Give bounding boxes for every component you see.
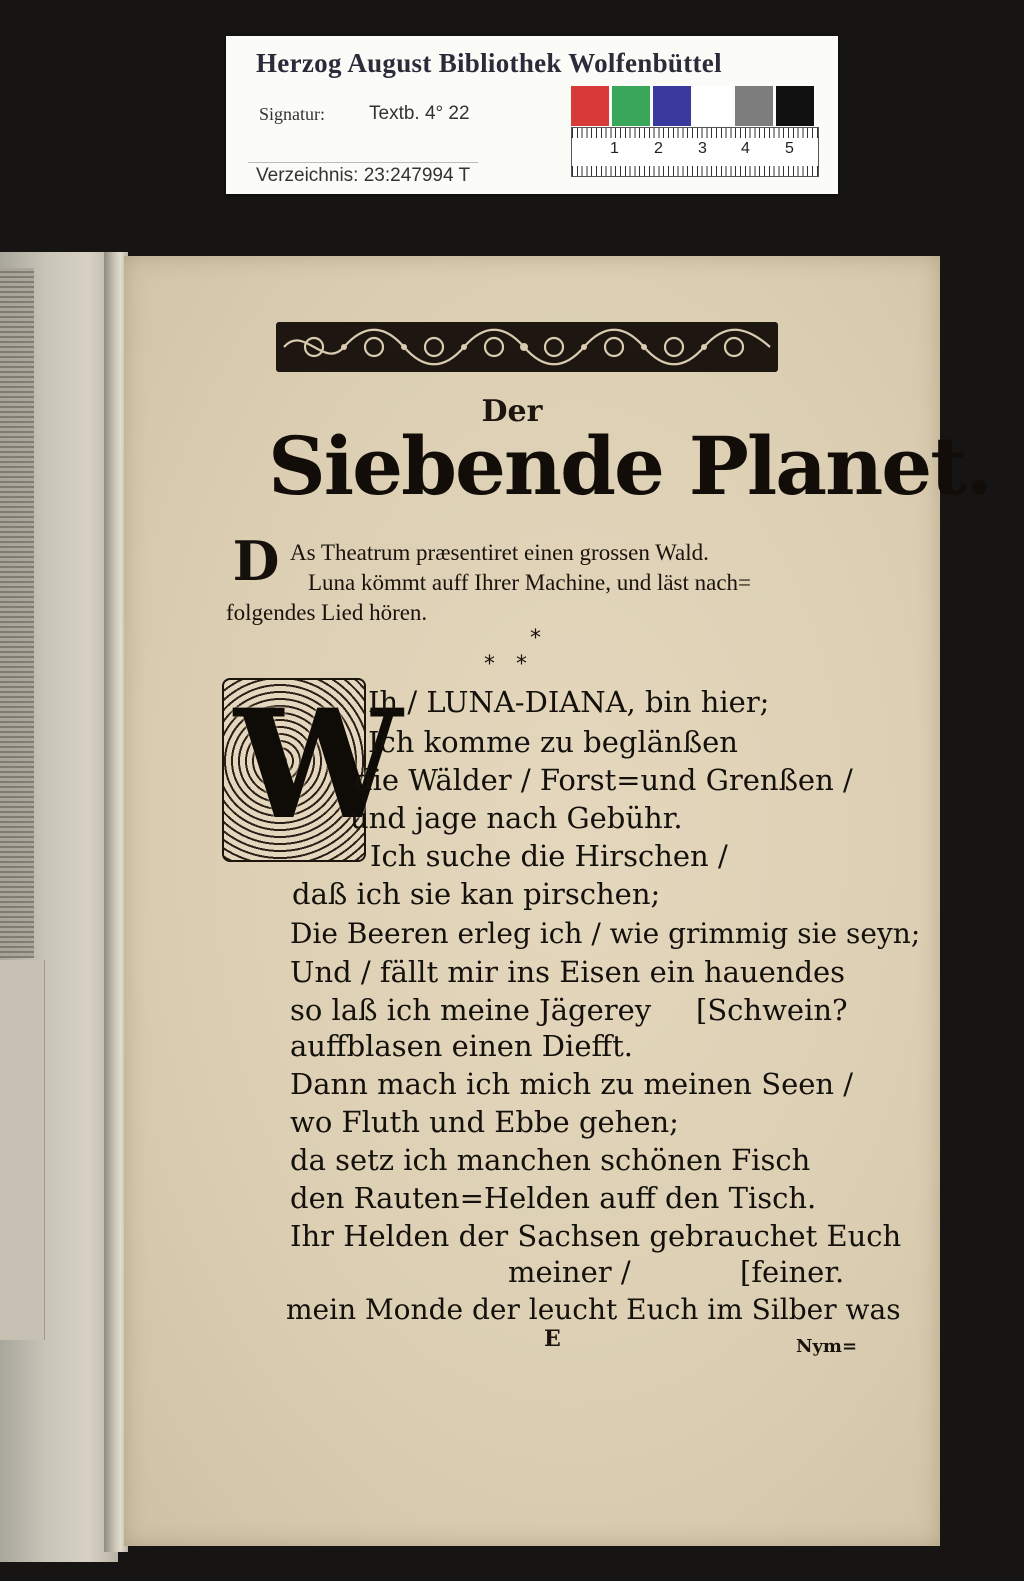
ruler-number: 3 (698, 140, 707, 157)
stage-line: As Theatrum præsentiret einen grossen Wald. (290, 540, 709, 565)
heading-der: Der (481, 394, 543, 429)
asterism-top: * (530, 626, 541, 651)
poem-line: Ihr Helden der Sachsen gebrauchet Euch (290, 1219, 902, 1253)
poem-line: Und / fällt mir ins Eisen ein hauendes (290, 955, 846, 989)
color-patch (612, 86, 650, 126)
ruler-number: 4 (741, 140, 750, 157)
ruler-ticks-bottom (572, 166, 818, 176)
catchword: Nym= (796, 1336, 858, 1357)
asterism-bottom: * * (484, 652, 527, 677)
stage-line: Luna kömmt auff Ihrer Machine, und läst nach= (308, 570, 752, 595)
poem-drop-cap (222, 677, 403, 862)
poem-line-turnover: [Schwein? (696, 993, 848, 1027)
signatur-label: Signatur: (259, 104, 325, 124)
poem-line: die Wälder / Forst=und Grenßen / (354, 763, 853, 797)
poem-line: wo Fluth und Ebbe gehen; (290, 1105, 679, 1139)
poem-line: Dann mach ich mich zu meinen Seen / (290, 1067, 854, 1101)
poem-line: da setz ich manchen schönen Fisch (290, 1143, 811, 1177)
color-calibration-chart (571, 86, 817, 126)
color-patch (653, 86, 691, 126)
poem-line: Ich suche die Hirschen / (370, 839, 728, 873)
library-name: Herzog August Bibliothek Wolfenbüttel (256, 48, 722, 78)
previous-page-engraving (0, 268, 34, 958)
poem-line: Ich komme zu beglänßen (368, 725, 738, 759)
ruler-ticks-top (572, 128, 818, 138)
ruler-number: 5 (785, 140, 794, 157)
poem-line: daß ich sie kan pirschen; (292, 877, 661, 911)
previous-page-lower (0, 960, 45, 1340)
page-title: Siebende Planet. (268, 419, 991, 513)
ruler-number: 2 (654, 140, 663, 157)
poem-line: auffblasen einen Diefft. (290, 1029, 633, 1063)
poem-line: so laß ich meine Jägerey (290, 993, 652, 1027)
poem-line: den Rauten=Helden auff den Tisch. (290, 1181, 817, 1215)
color-patch (735, 86, 773, 126)
signatur-value: Textb. 4° 22 (369, 103, 470, 124)
ruler-number: 1 (610, 140, 619, 157)
color-patch (694, 86, 732, 126)
poem-line-turnover: [feiner. (740, 1255, 845, 1289)
color-patch (571, 86, 609, 126)
color-patch (776, 86, 814, 126)
stage-drop-cap: D (232, 529, 280, 593)
poem-line: mein Monde der leucht Euch im Silber was (286, 1293, 901, 1326)
verzeichnis-label: Verzeichnis: 23:247994 T (248, 162, 478, 187)
scale-ruler (571, 127, 819, 177)
signature-mark: E (544, 1326, 561, 1352)
poem-drop-cap-letter: W (234, 677, 403, 853)
poem-line: Die Beeren erleg ich / wie grimmig sie seyn; (290, 917, 921, 950)
ornamental-headpiece (274, 316, 780, 378)
library-header-card (226, 36, 838, 194)
poem-line: meiner / (508, 1255, 631, 1289)
stage-line: folgendes Lied hören. (226, 600, 428, 625)
poem-line: Ih / LUNA-DIANA, bin hier; (368, 685, 770, 719)
poem-line: und jage nach Gebühr. (350, 801, 683, 835)
